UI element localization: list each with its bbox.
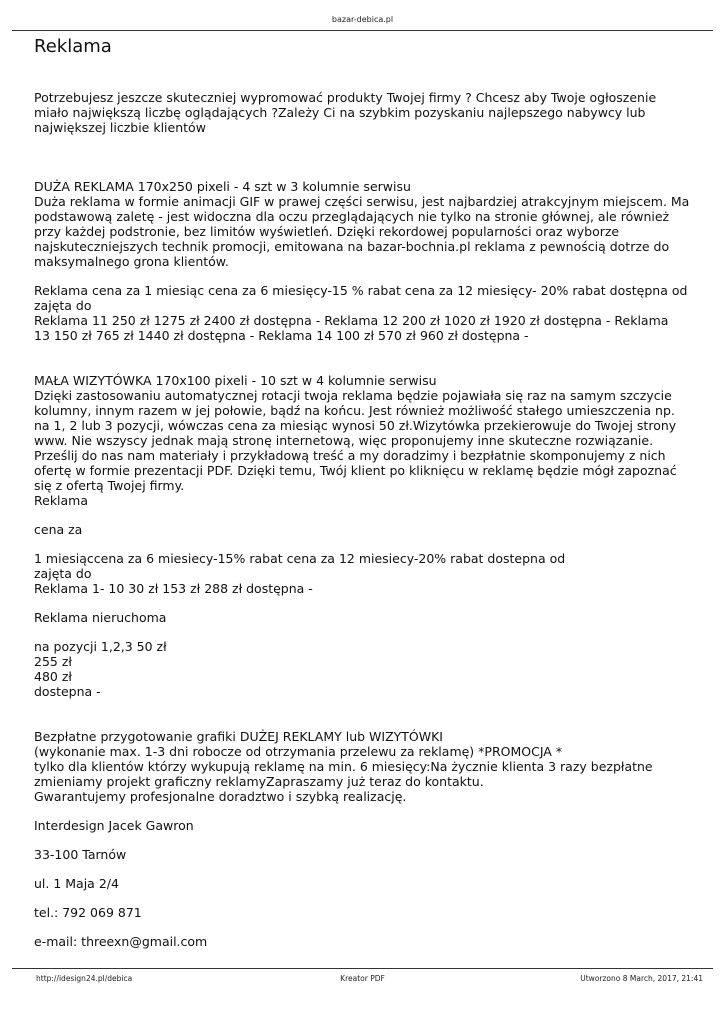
page-title: Reklama [34,36,112,57]
spacer [34,699,694,729]
spacer [34,508,694,522]
spacer [34,862,694,876]
small-ad-body: Dzięki zastosowaniu automatycznej rotacji twoja reklama będzie pojawiała się raz na samym szczycie kolumny, innym razem w jej połowie, bądź na końcu. Jest również możliwość stałego umieszczenia np. na 1, 2 lub 3 pozycji, wówczas cena za miesiąc wynosi 50 zł.Wizytówka przekierowuje do Twojej strony www. Nie wszyscy jednak mają stronę internetową, więc proponujemy inne skuteczne rozwiązanie. Prześlij do nas nam materiały i przykładową treść a my doradzimy i bezpłatnie skomponujemy z nich ofertę w formie prezentacji PDF. Dzięki temu, Twój klient po kliknięcu w reklamę będzie mógł zapoznać się z ofertą Twojej firmy. Reklama [34,388,677,508]
page-footer [12,968,713,988]
spacer [34,596,694,610]
footer-created: Utworzono 8 March, 2017, 21:41 [580,974,703,983]
spacer [34,625,694,639]
spacer [34,920,694,934]
spacer [34,269,694,283]
small-ad-prices: 1 miesiąccena za 6 miesiecy-15% rabat cena za 12 miesiecy-20% rabat dostepna od zajęta do Reklama 1- 10 30 zł 153 zł 288 zł dostępna - [34,551,566,596]
spacer [34,135,694,179]
small-ad-heading: MAŁA WIZYTÓWKA 170x100 pixeli - 10 szt w 4 kolumnie serwisu [34,373,437,388]
contact-phone: tel.: 792 069 871 [34,905,142,920]
page-content [34,90,694,949]
big-ad-heading: DUŻA REKLAMA 170x250 pixeli - 4 szt w 3 kolumnie serwisu [34,179,411,194]
spacer [34,833,694,847]
header-rule [12,30,713,31]
big-ad-body: Duża reklama w formie animacji GIF w prawej części serwisu, jest najbardziej atrakcyjnym miejscem. Ma podstawową zaletę - jest widoczna dla oczu przeglądających nie tylko na stronie głównej, ale również przy każdej podstronie, bez limitów wyświetleń. Dzięki rekordowej popularności oraz wyborze najskuteczniejszych technik promocji, emitowana na bazar-bochnia.pl reklama z pewnością dotrze do maksymalnego grona klientów. [34,194,690,269]
contact-email: e-mail: threexn@gmail.com [34,934,208,949]
intro-paragraph: Potrzebujesz jeszcze skuteczniej wypromować produkty Twojej firmy ? Chcesz aby Twoje ogłoszenie miało największą liczbę oglądających ?Zależy Ci na szybkim pozyskaniu najlepszego nabywcy lub największej liczbie klientów [34,90,657,135]
spacer [34,343,694,373]
small-ad-fixed-label: Reklama nieruchoma [34,610,167,625]
promo-paragraph: Bezpłatne przygotowanie grafiki DUŻEJ REKLAMY lub WIZYTÓWKI (wykonanie max. 1-3 dni robocze od otrzymania przelewu za reklamę) *PROMOCJA * tylko dla klientów którzy wykupują reklamę na min. 6 miesięcy:Na życznie klienta 3 razy bezpłatne zmieniamy projekt graficzny reklamyZapraszamy już teraz do kontaktu. Gwarantujemy profesjonalne doradztwo i szybką realizację. [34,729,653,804]
contact-company: Interdesign Jacek Gawron [34,818,194,833]
small-ad-fixed-prices: na pozycji 1,2,3 50 zł 255 zł 480 zł dostepna - [34,639,167,699]
footer-generator: Kreator PDF [340,974,385,983]
small-ad-cena: cena za [34,522,83,537]
spacer [34,891,694,905]
big-ad-prices: Reklama cena za 1 miesiąc cena za 6 miesięcy-15 % rabat cena za 12 miesięcy- 20% rabat dostępna od zajęta do Reklama 11 250 zł 1275 zł 2400 zł dostępna - Reklama 12 200 zł 1020 zł 1920 zł dostępna - Reklama 13 150 zł 765 zł 1440 zł dostępna - Reklama 14 100 zł 570 zł 960 zł dostępna - [34,283,688,343]
spacer [34,804,694,818]
footer-url: http://idesign24.pl/debica [36,974,133,983]
contact-street: ul. 1 Maja 2/4 [34,876,119,891]
contact-city: 33-100 Tarnów [34,847,127,862]
header-site: bazar-debica.pl [331,15,394,24]
spacer [34,537,694,551]
page-header [12,12,713,32]
footer-rule [12,968,713,969]
